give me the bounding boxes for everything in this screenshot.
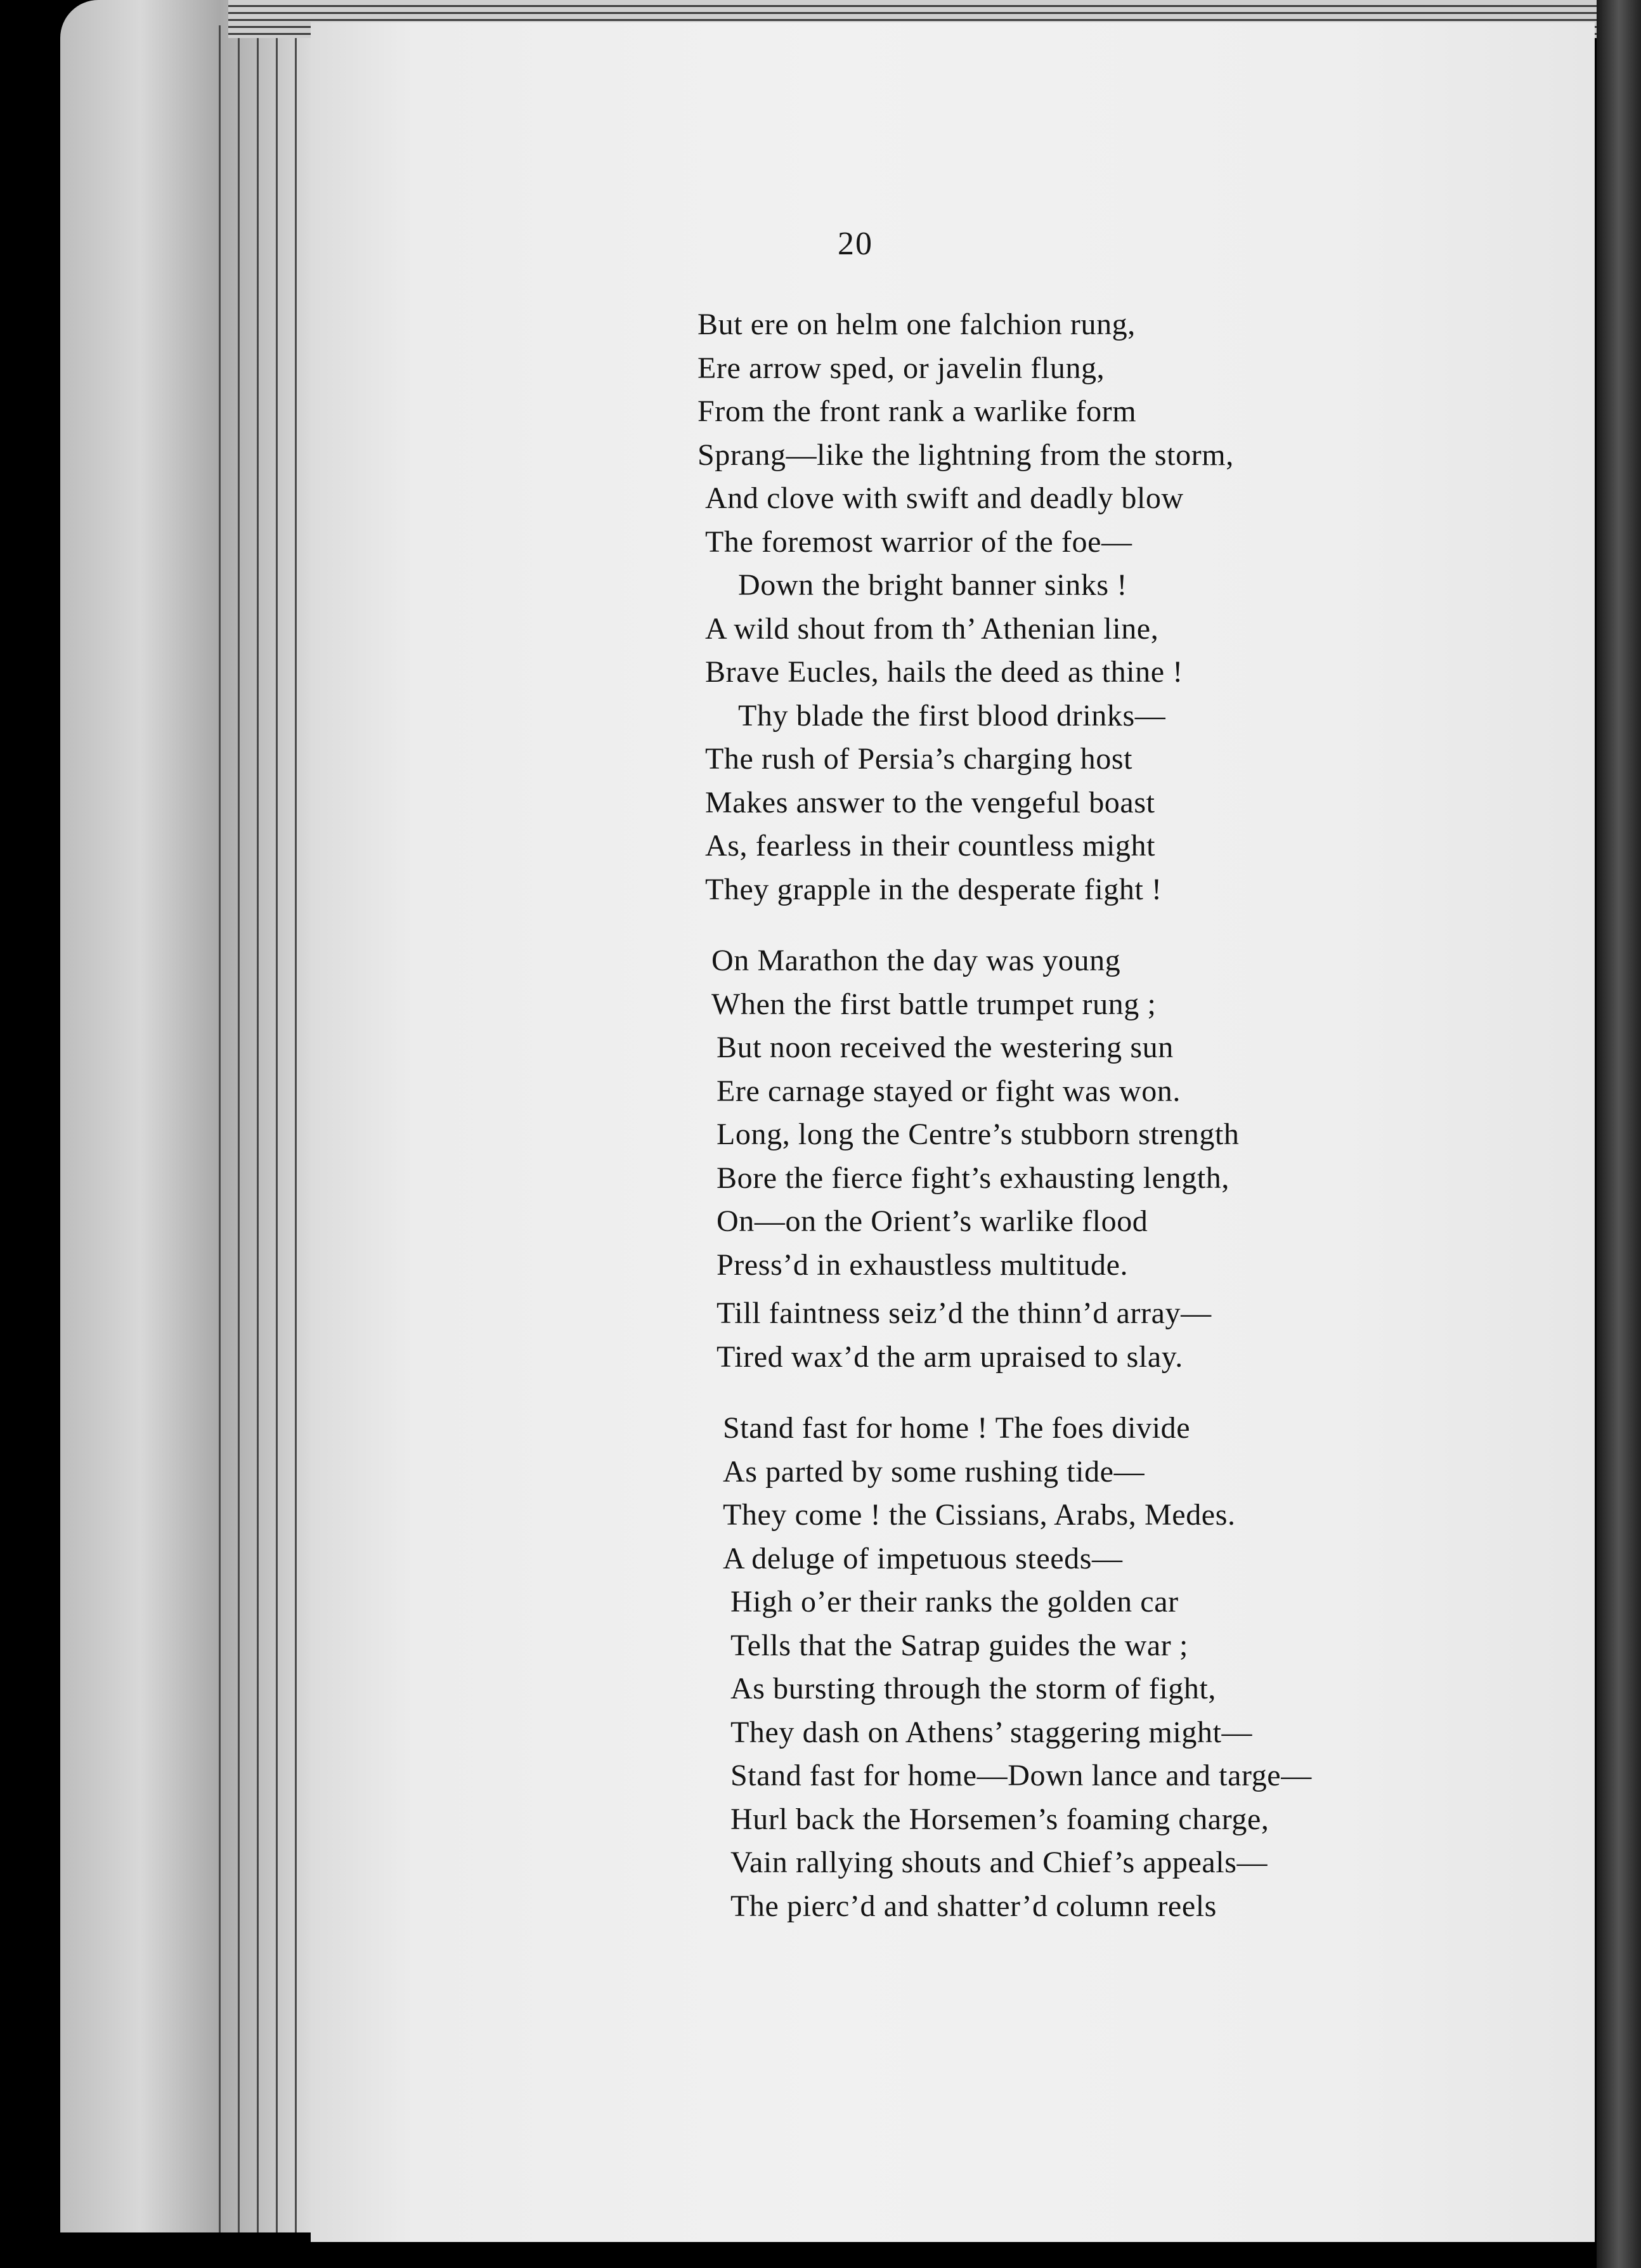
poem-line: Stand fast for home—Down lance and targe— bbox=[730, 1759, 1312, 1792]
page-number: 20 bbox=[838, 226, 873, 262]
poem-line: When the first battle trumpet rung ; bbox=[711, 987, 1157, 1021]
poem-line: Bore the fierce fight’s exhausting length, bbox=[717, 1161, 1229, 1195]
poem-line: Stand fast for home ! The foes divide bbox=[723, 1411, 1191, 1445]
poem-line: The foremost warrior of the foe— bbox=[705, 525, 1132, 559]
poem-line: And clove with swift and deadly blow bbox=[705, 481, 1184, 515]
poem-line: High o’er their ranks the golden car bbox=[730, 1585, 1179, 1619]
poem-body bbox=[697, 303, 1522, 1956]
poem-line: Sprang—like the lightning from the storm, bbox=[697, 438, 1234, 472]
poem-line: The rush of Persia’s charging host bbox=[705, 742, 1133, 776]
poem-line: Long, long the Centre’s stubborn strength bbox=[717, 1118, 1240, 1151]
book-page-edges bbox=[60, 0, 327, 2232]
poem-line: Tells that the Satrap guides the war ; bbox=[730, 1628, 1188, 1662]
stanza-4 bbox=[697, 1407, 1522, 1928]
stanza-2 bbox=[697, 939, 1522, 1287]
poem-line: From the front rank a warlike form bbox=[697, 394, 1137, 428]
poem-line: The pierc’d and shatter’d column reels bbox=[730, 1889, 1217, 1923]
poem-line: Brave Eucles, hails the deed as thine ! bbox=[705, 655, 1183, 689]
poem-line: As bursting through the storm of fight, bbox=[730, 1672, 1217, 1705]
stanza-3 bbox=[697, 1292, 1522, 1379]
poem-line: Hurl back the Horsemen’s foaming charge, bbox=[730, 1802, 1269, 1836]
poem-line: Vain rallying shouts and Chief’s appeals— bbox=[730, 1846, 1268, 1879]
poem-line: Tired wax’d the arm upraised to slay. bbox=[717, 1339, 1183, 1374]
stanza-1 bbox=[697, 303, 1522, 911]
poem-line: As, fearless in their countless might bbox=[705, 829, 1156, 863]
poem-line: Ere arrow sped, or javelin flung, bbox=[697, 351, 1105, 385]
poem-line: Down the bright banner sinks ! bbox=[738, 568, 1127, 602]
poem-line: A wild shout from th’ Athenian line, bbox=[705, 611, 1159, 646]
poem-line: Till faintness seiz’d the thinn’d array— bbox=[717, 1296, 1212, 1330]
poem-line: But ere on helm one falchion rung, bbox=[697, 308, 1136, 341]
poem-line: A deluge of impetuous steeds— bbox=[723, 1541, 1123, 1575]
poem-line: They come ! the Cissians, Arabs, Medes. bbox=[723, 1498, 1236, 1532]
poem-line: Press’d in exhaustless multitude. bbox=[717, 1248, 1129, 1282]
poem-line: Makes answer to the vengeful boast bbox=[705, 785, 1155, 819]
poem-line: Thy blade the first blood drinks— bbox=[738, 698, 1166, 733]
right-gutter-shadow bbox=[1597, 0, 1641, 2268]
poem-line: As parted by some rushing tide— bbox=[723, 1454, 1145, 1489]
poem-line: They grapple in the desperate fight ! bbox=[705, 872, 1162, 906]
poem-line: But noon received the westering sun bbox=[717, 1031, 1174, 1064]
poem-line: Ere carnage stayed or fight was won. bbox=[717, 1074, 1181, 1108]
poem-line: On—on the Orient’s warlike flood bbox=[717, 1204, 1148, 1238]
poem-line: On Marathon the day was young bbox=[711, 944, 1121, 977]
poem-line: They dash on Athens’ staggering might— bbox=[730, 1715, 1253, 1749]
